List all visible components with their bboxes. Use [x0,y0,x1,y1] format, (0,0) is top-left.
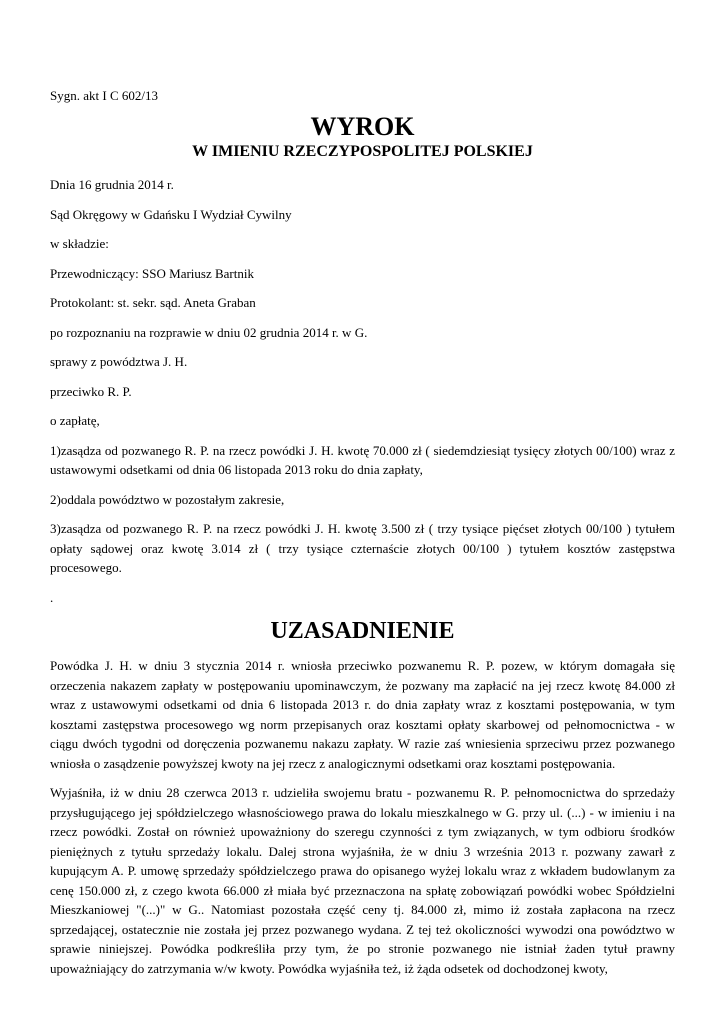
judgment-subtitle: W IMIENIU RZECZYPOSPOLITEJ POLSKIEJ [192,142,533,160]
panel-composition-label: w składzie: [50,236,109,252]
plaintiff-line: sprawy z powództwa J. H. [50,354,188,370]
justification-paragraph-1: Powódka J. H. w dniu 3 stycznia 2014 r. wniosła przeciwko pozwanemu R. P. pozew, w którym domagała się orzeczenia nakazem zapłaty w postępowaniu upominawczym, że pozwany ma zapłacić na jej rzecz kwotę 84.000 zł wraz z ustawowymi odsetkami od dnia 6 listopada 2013 r. do dnia zapłaty wraz z kosztami postępowania, w tym kosztami zastępstwa procesowego wg norm przepisanych oraz kosztami opłaty skarbowej od pełnomocnictwa - w ciągu dwóch tygodni od doręczenia pozwanemu nakazu zapłaty. W razie zaś wniesienia sprzeciwu przez pozwanego wniosła o zasądzenie powyższej kwoty na jej rzecz z analogicznymi odsetkami oraz kosztami postępowania. [50,658,675,771]
presiding-judge-line: Przewodniczący: SSO Mariusz Bartnik [50,265,254,281]
claim-type-line: o zapłatę, [50,413,100,429]
trailing-period-line: . [50,589,54,605]
court-clerk-line: Protokolant: st. sekr. sąd. Aneta Graban [50,295,256,311]
defendant-line: przeciwko R. P. [50,383,132,399]
judgment-title: WYROK [310,111,415,141]
ruling-point-3: 3)zasądza od pozwanego R. P. na rzecz powódki J. H. kwotę 3.500 zł ( trzy tysiące pięćset złotych 00/100 ) tytułem opłaty sądowej oraz kwotę 3.014 zł ( trzy tysiące czternaście złotych 00/100 ) tytułem kosztów zastępstwa procesowego. [50,521,675,576]
ruling-point-1: 1)zasądza od pozwanego R. P. na rzecz powódki J. H. kwotę 70.000 zł ( siedemdziesiąt tysięcy złotych 00/100) wraz z ustawowymi odsetkami od dnia 06 listopada 2013 roku do dnia zapłaty, [50,442,675,478]
justification-paragraph-2: Wyjaśniła, iż w dniu 28 czerwca 2013 r. udzieliła swojemu bratu - pozwanemu R. P. pełnomocnictwa do sprzedaży przysługującego jej spółdzielczego własnościowego prawa do lokalu mieszkalnego w G. przy ul. (...) - w imieniu i na rzecz powódki. Został on również upoważniony do szeregu czynności z tym związanych, w tym odbioru środków pieniężnych z tytułu sprzedaży lokalu. Dalej strona wyjaśniła, że w dniu 3 września 2013 r. pozwany zawarł z kupującym A. P. umowę sprzedaży spółdzielczego prawa do opisanego wyżej lokalu wraz z wkładem budowlanym za cenę 150.000 zł, z czego kwota 66.000 zł miała być przeznaczona na spłatę zobowiązań powódki wobec Spółdzielni Mieszkaniowej "(...)" w G.. Natomiast pozostała część ceny tj. 84.000 zł, mimo iż została zapłacona na rzecz sprzedającej, ostatecznie nie została jej przez pozwanego wydana. Z tej też okoliczności wywodzi ona powództwo w sprawie niniejszej. Powódka podkreśliła przy tym, że po stronie pozwanego nie istniał żaden tytuł prawny upoważniający do zatrzymania w/w kwoty. Powódka wyjaśniła też, iż żąda odsetek od dochodzonej kwoty, [50,785,675,976]
ruling-point-2: 2)oddala powództwo w pozostałym zakresie, [50,491,285,507]
court-name-line: Sąd Okręgowy w Gdańsku I Wydział Cywilny [50,206,292,222]
judgment-date-line: Dnia 16 grudnia 2014 r. [50,177,174,193]
hearing-info-line: po rozpoznaniu na rozprawie w dniu 02 grudnia 2014 r. w G. [50,324,368,340]
justification-title: UZASADNIENIE [270,618,455,645]
case-number: Sygn. akt I C 602/13 [50,88,158,103]
